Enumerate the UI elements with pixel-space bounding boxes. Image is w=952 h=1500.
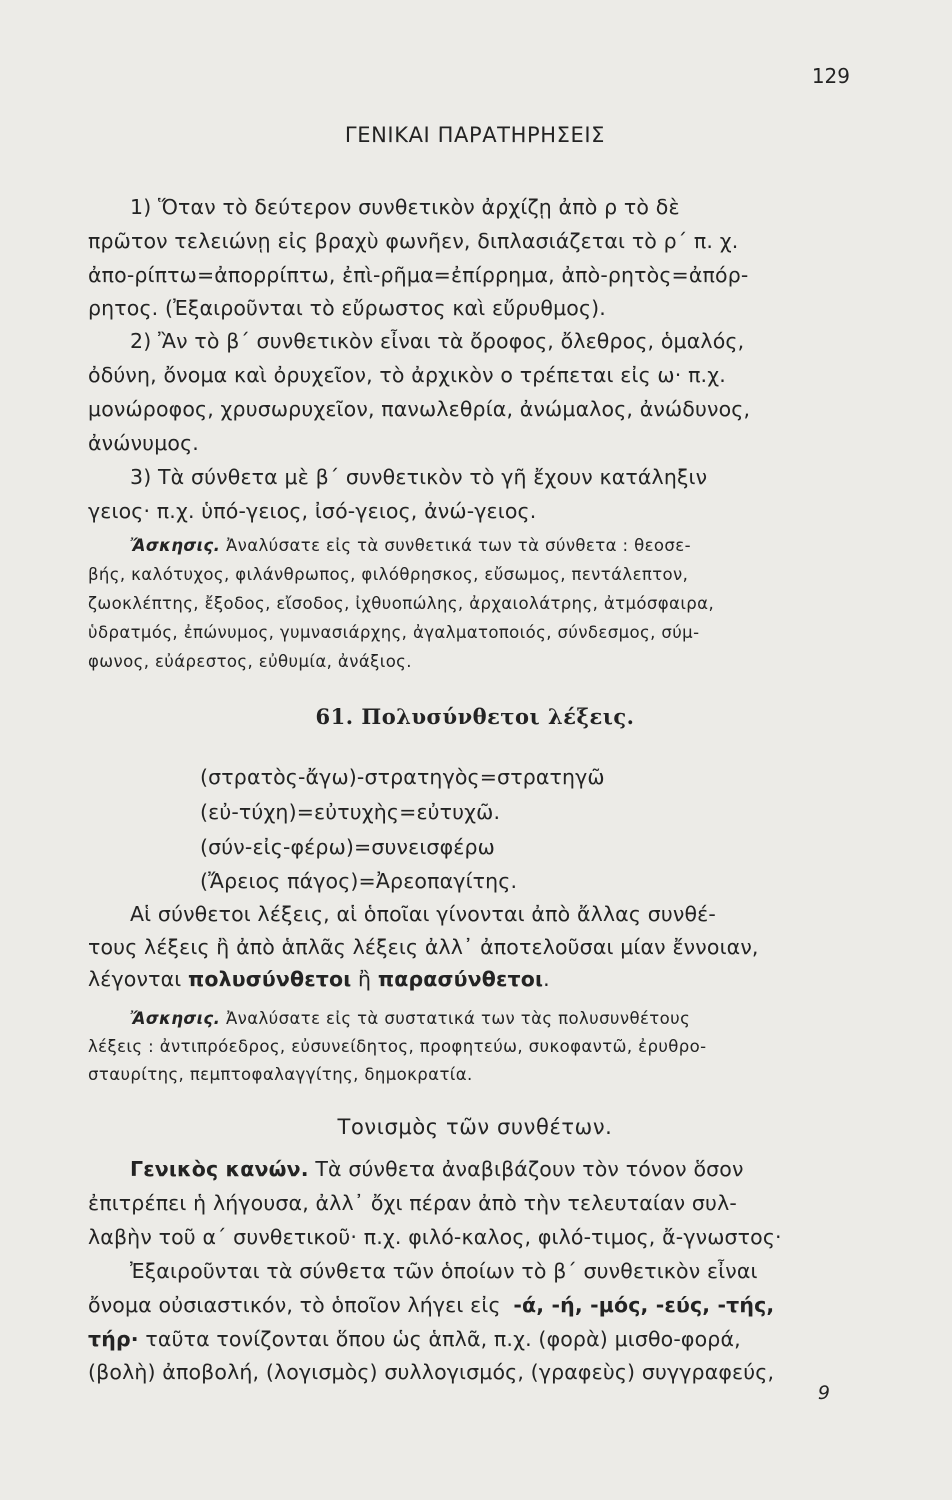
exercise-2-label: Ἄσκησις. xyxy=(130,1009,221,1028)
section-title: Πολυσύνθετοι λέξεις. xyxy=(361,704,635,729)
rule-line-4: ρητος. (Ἐξαιροῦνται τὸ εὔρωστος καὶ εὔρυθμος). xyxy=(88,296,606,320)
rule-line-1: 1) Ὅταν τὸ δεύτερον συνθετικὸν ἀρχίζῃ ἀπὸ ρ τὸ δὲ xyxy=(130,195,680,219)
definition-or: ἢ xyxy=(358,967,372,991)
exercise-1-line-3: ζωοκλέπτης, ἔξοδος, εἴσοδος, ἰχθυοπώλης, ἀρχαιολάτρης, ἀτμόσφαιρα, xyxy=(88,594,715,613)
rule-line-3: ἀπο-ρίπτω=ἀπορρίπτω, ἐπὶ-ρῆμα=ἐπίρρημα, ἀπὸ-ρητὸς=ἀπόρ- xyxy=(88,263,749,287)
definition-end: . xyxy=(543,967,550,991)
page-number: 129 xyxy=(811,64,850,88)
general-rule-text: Τὰ σύνθετα ἀναβιβάζουν τὸν τόνον ὅσον xyxy=(315,1157,744,1181)
exercise-1-line-1 xyxy=(130,531,862,561)
rule-line-5: 2) Ἂν τὸ β΄ συνθετικὸν εἶναι τὰ ὄροφος, ὄλεθρος, ὁμαλός, xyxy=(130,329,745,353)
suffix-endings: -ά, -ή, -μός, -εύς, -τής, xyxy=(513,1293,775,1317)
general-rule-line-5 xyxy=(88,1290,862,1320)
definition-line-3 xyxy=(88,964,862,994)
page-title: ΓΕΝΙΚΑΙ ΠΑΡΑΤΗΡΗΣΕΙΣ xyxy=(344,123,606,147)
printer-signature: 9 xyxy=(817,1382,830,1404)
exercise-1-line-4: ὑδρατμός, ἐπώνυμος, γυμνασιάρχης, ἀγαλματοποιός, σύνδεσμος, σύμ- xyxy=(88,623,700,642)
exercise-2-text: Ἀναλύσατε εἰς τὰ συστατικά των τὰς πολυσυνθέτους xyxy=(225,1009,691,1028)
formula-2: (εὐ-τύχη)=εὐτυχὴς=εὐτυχῶ. xyxy=(200,800,501,824)
general-rule-line-3: λαβὴν τοῦ α΄ συνθετικοῦ· π.χ. φιλό-καλος, φιλό-τιμος, ἄ-γνωστος· xyxy=(88,1225,782,1249)
formula-3: (σύν-εἰς-φέρω)=συνεισφέρω xyxy=(200,835,495,859)
rule-line-6: ὀδύνη, ὄνομα καὶ ὀρυχεῖον, τὸ ἀρχικὸν ο τρέπεται εἰς ω· π.χ. xyxy=(88,363,726,387)
formula-1: (στρατὸς-ἄγω)-στρατηγὸς=στρατηγῶ xyxy=(200,765,605,789)
term-polysyntheta: πολυσύνθετοι xyxy=(188,967,352,991)
exercise-2-line-2: λέξεις : ἀντιπρόεδρος, εὐσυνείδητος, προφητεύω, συκοφαντῶ, ἐρυθρο- xyxy=(88,1037,707,1056)
exercise-1-line-2: βής, καλότυχος, φιλάνθρωπος, φιλόθρησκος, εὔσωμος, πεντάλεπτον, xyxy=(88,565,689,584)
rule-line-8: ἀνώνυμος. xyxy=(88,431,199,455)
general-rule-line-6 xyxy=(88,1324,862,1354)
exercise-2-line-3: σταυρίτης, πεμπτοφαλαγγίτης, δημοκρατία. xyxy=(88,1065,473,1084)
accent-heading: Τονισμὸς τῶν συνθέτων. xyxy=(337,1115,613,1139)
general-rule-line-7: (βολὴ) ἀποβολή, (λογισμὸς) συλλογισμός, (γραφεὺς) συγγραφεύς, xyxy=(88,1360,775,1384)
exercise-1-label: Ἄσκησις. xyxy=(130,536,221,555)
rule-line-7: μονώροφος, χρυσωρυχεῖον, πανωλεθρία, ἀνώμαλος, ἀνώδυνος, xyxy=(88,397,751,421)
general-rule-line-1 xyxy=(130,1154,862,1184)
exercise-1-line-5: φωνος, εὐάρεστος, εὐθυμία, ἀνάξιος. xyxy=(88,652,412,671)
rule-line-10: γειος· π.χ. ὑπό-γειος, ἰσό-γειος, ἀνώ-γειος. xyxy=(88,499,537,523)
suffix-tir: τήρ· xyxy=(88,1327,139,1351)
rule-line-2: πρῶτον τελειώνῃ εἰς βραχὺ φωνῆεν, διπλασιάζεται τὸ ρ΄ π. χ. xyxy=(88,229,739,253)
term-parasyntheta: παρασύνθετοι xyxy=(377,967,544,991)
general-rule-label: Γενικὸς κανών. xyxy=(130,1157,309,1181)
general-rule-line-5-text: ὄνομα οὐσιαστικόν, τὸ ὁποῖον λήγει εἰς xyxy=(88,1293,501,1317)
general-rule-line-4: Ἐξαιροῦνται τὰ σύνθετα τῶν ὁποίων τὸ β΄ συνθετικὸν εἶναι xyxy=(130,1259,758,1283)
formula-4: (Ἄρειος πάγος)=Ἀρεοπαγίτης. xyxy=(200,869,518,893)
section-61-heading xyxy=(88,702,862,732)
general-rule-line-2: ἐπιτρέπει ἡ λήγουσα, ἀλλ᾽ ὄχι πέραν ἀπὸ τὴν τελευταίαν συλ- xyxy=(88,1191,737,1215)
exercise-1-text: Ἀναλύσατε εἰς τὰ συνθετικά των τὰ σύνθετα : θεοσε- xyxy=(225,536,691,555)
definition-line-1: Αἱ σύνθετοι λέξεις, αἱ ὁποῖαι γίνονται ἀπὸ ἄλλας συνθέ- xyxy=(130,902,716,926)
definition-pre: λέγονται xyxy=(88,967,182,991)
exercise-2-line-1 xyxy=(130,1004,862,1034)
general-rule-line-6-text: ταῦτα τονίζονται ὅπου ὡς ἁπλᾶ, π.χ. (φορὰ) μισθο-φορά, xyxy=(145,1327,741,1351)
definition-line-2: τους λέξεις ἢ ἀπὸ ἁπλᾶς λέξεις ἀλλ᾽ ἀποτελοῦσαι μίαν ἔννοιαν, xyxy=(88,935,759,959)
section-number: 61. xyxy=(315,704,354,729)
rule-line-9: 3) Τὰ σύνθετα μὲ β΄ συνθετικὸν τὸ γῆ ἔχουν κατάληξιν xyxy=(130,465,708,489)
